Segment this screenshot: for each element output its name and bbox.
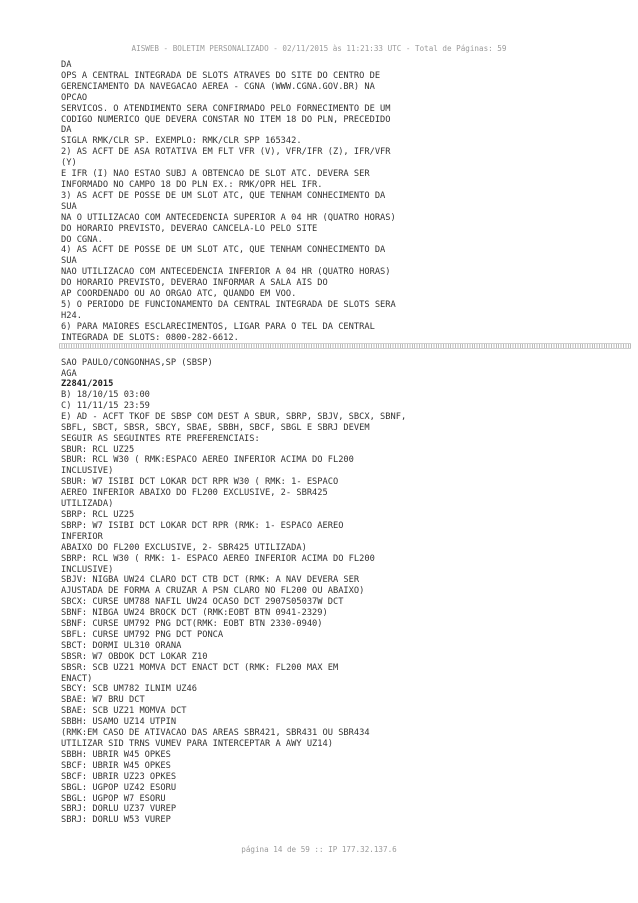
notam-line: SBFL: CURSE UM792 PNG DCT PONCA <box>61 629 224 640</box>
notam-text-continuation <box>61 60 621 344</box>
text-line: DO CGNA. <box>61 234 103 245</box>
notam-line: AEREO INFERIOR ABAIXO DO FL200 EXCLUSIVE, 2- SBR425 <box>61 488 328 499</box>
notam-id: Z2841/2015 <box>61 379 114 389</box>
notam-line: ABAIXO DO FL200 EXCLUSIVE, 2- SBR425 UTILIZADA) <box>61 542 307 553</box>
notam-line: SBCF: UBRIR UZ23 OPKES <box>61 771 177 782</box>
text-line: SUA <box>61 256 77 267</box>
notam-line: SBUR: RCL W30 ( RMK:ESPACO AEREO INFERIOR ACIMA DO FL200 <box>61 455 354 466</box>
aerodrome-name: SAO PAULO/CONGONHAS,SP (SBSP) <box>61 358 213 368</box>
notam-line: SBAE: SCB UZ21 MOMVA DCT <box>61 706 187 717</box>
notam-line: SBSR: W7 OBDOK DCT LOKAR Z10 <box>61 651 208 662</box>
notam-line: SBRP: RCL W30 ( RMK: 1- ESPACO AEREO INFERIOR ACIMA DO FL200 <box>61 553 375 564</box>
notam-line: SBNF: CURSE UM792 PNG DCT(RMK: EOBT BTN 2330-0940) <box>61 619 323 630</box>
text-line: E IFR (I) NAO ESTAO SUBJ A OBTENCAO DE SLOT ATC. DEVERA SER <box>61 169 370 180</box>
text-line: SERVICOS. O ATENDIMENTO SERA CONFIRMADO PELO FORNECIMENTO DE UM <box>61 103 391 114</box>
text-line: 4) AS ACFT DE POSSE DE UM SLOT ATC, QUE TENHAM CONHECIMENTO DA <box>61 245 386 256</box>
notam-line: INCLUSIVE) <box>61 466 114 477</box>
notam-line: SBRP: RCL UZ25 <box>61 509 135 520</box>
notam-line: SBGL: UGPOP W7 ESORU <box>61 793 166 804</box>
text-line: 3) AS ACFT DE POSSE DE UM SLOT ATC, QUE TENHAM CONHECIMENTO DA <box>61 190 386 201</box>
text-line: 6) PARA MAIORES ESCLARECIMENTOS, LIGAR PARA O TEL DA CENTRAL <box>61 321 375 332</box>
notam-line: SBUR: W7 ISIBI DCT LOKAR DCT RPR W30 ( RMK: 1- ESPACO <box>61 477 339 488</box>
text-line: INTEGRADA DE SLOTS: 0800-282-6612. <box>61 332 239 343</box>
text-line: GERENCIAMENTO DA NAVEGACAO AEREA - CGNA (WWW.CGNA.GOV.BR) NA <box>61 81 375 92</box>
notam-line: SBAE: W7 BRU DCT <box>61 695 145 706</box>
text-line: 5) O PERIODO DE FUNCIONAMENTO DA CENTRAL INTEGRADA DE SLOTS SERA <box>61 299 396 310</box>
notam-line: SBCF: UBRIR W45 OPKES <box>61 760 171 771</box>
section-separator <box>59 343 631 349</box>
notam-line: UTILIZADA) <box>61 499 114 510</box>
text-line: DA <box>61 125 72 136</box>
notam-line: B) 18/10/15 03:00 <box>61 390 150 400</box>
notam-line: UTILIZAR SID TRNS VUMEV PARA INTERCEPTAR A AWY UZ14) <box>61 739 333 749</box>
notam-line: AJUSTADA DE FORMA A CRUZAR A PSN CLARO NO FL200 OU ABAIXO) <box>61 586 365 597</box>
notam-line: SBJV: NIGBA UW24 CLARO DCT CTB DCT (RMK: A NAV DEVERA SER <box>61 575 360 586</box>
notam-line: SBSR: SCB UZ21 MOMVA DCT ENACT DCT (RMK: FL200 MAX EM <box>61 662 339 673</box>
text-line: NA O UTILIZACAO COM ANTECEDENCIA SUPERIOR A 04 HR (QUATRO HORAS) <box>61 212 396 223</box>
notam-line: INCLUSIVE) <box>61 564 114 575</box>
notam-line: SEGUIR AS SEGUINTES RTE PREFERENCIAIS: <box>61 433 260 444</box>
text-line: SUA <box>61 201 77 212</box>
notam-line: SBCX: CURSE UM788 NAFIL UW24 OCASO DCT 2907S05037W DCT <box>61 597 344 608</box>
notam-line: C) 11/11/15 23:59 <box>61 400 150 411</box>
notam-line: SBRJ: DORLU W53 VUREP <box>61 815 171 826</box>
text-line: CODIGO NUMERICO QUE DEVERA CONSTAR NO ITEM 18 DO PLN, PRECEDIDO <box>61 114 391 125</box>
notam-line: SBBH: USAMO UZ14 UTPIN <box>61 717 177 728</box>
notam-line: SBFL, SBCT, SBSR, SBCY, SBAE, SBBH, SBCF, SBGL E SBRJ DEVEM <box>61 422 370 433</box>
notam-line: (RMK:EM CASO DE ATIVACAO DAS AREAS SBR421, SBR431 OU SBR434 <box>61 728 370 739</box>
text-line: OPCAO <box>61 92 88 103</box>
text-line: INFORMADO NO CAMPO 18 DO PLN EX.: RMK/OPR HEL IFR. <box>61 179 323 190</box>
text-line: SIGLA RMK/CLR SP. EXEMPLO: RMK/CLR SPP 165342. <box>61 136 302 147</box>
text-line: 2) AS ACFT DE ASA ROTATIVA EM FLT VFR (V), VFR/IFR (Z), IFR/VFR <box>61 147 391 158</box>
notam-type: AGA <box>61 368 77 379</box>
text-line: AP COORDENADO OU AO ORGAO ATC, QUANDO EM VOO. <box>61 289 297 300</box>
notam-line: SBBH: UBRIR W45 OPKES <box>61 749 171 760</box>
text-line: DA <box>61 60 72 70</box>
page-footer: página 14 de 59 :: IP 177.32.137.6 <box>241 845 397 854</box>
notam-line: E) AD - ACFT TKOF DE SBSP COM DEST A SBUR, SBRP, SBJV, SBCX, SBNF, <box>61 411 407 422</box>
text-line: OPS A CENTRAL INTEGRADA DE SLOTS ATRAVES DO SITE DO CENTRO DE <box>61 70 381 81</box>
notam-line: SBCT: DORMI UL310 ORANA <box>61 640 182 651</box>
notam-line: SBNF: NIBGA UW24 BROCK DCT (RMK:EOBT BTN 0941-2329) <box>61 608 328 619</box>
notam-aerodrome-heading <box>61 358 621 380</box>
text-line: (Y) <box>61 158 77 169</box>
text-line: NAO UTILIZACAO COM ANTECEDENCIA INFERIOR A 04 HR (QUATRO HORAS) <box>61 267 391 278</box>
text-line: H24. <box>61 310 82 321</box>
notam-line: ENACT) <box>61 673 93 684</box>
text-line: DO HORARIO PREVISTO, DEVERAO INFORMAR A SALA AIS DO <box>61 278 328 289</box>
notam-line: SBGL: UGPOP UZ42 ESORU <box>61 782 177 793</box>
page-header: AISWEB - BOLETIM PERSONALIZADO - 02/11/2015 às 11:21:33 UTC - Total de Páginas: 59 <box>131 44 507 53</box>
notam-line: INFERIOR <box>61 531 103 542</box>
notam-body-text <box>61 390 621 826</box>
notam-line: SBCY: SCB UM782 ILNIM UZ46 <box>61 684 197 695</box>
text-line: DO HORARIO PREVISTO, DEVERAO CANCELA-LO PELO SITE <box>61 223 318 234</box>
notam-line: SBUR: RCL UZ25 <box>61 444 135 455</box>
notam-line: SBRP: W7 ISIBI DCT LOKAR DCT RPR (RMK: 1- ESPACO AEREO <box>61 520 344 531</box>
notam-line: SBRJ: DORLU UZ37 VUREP <box>61 804 177 815</box>
